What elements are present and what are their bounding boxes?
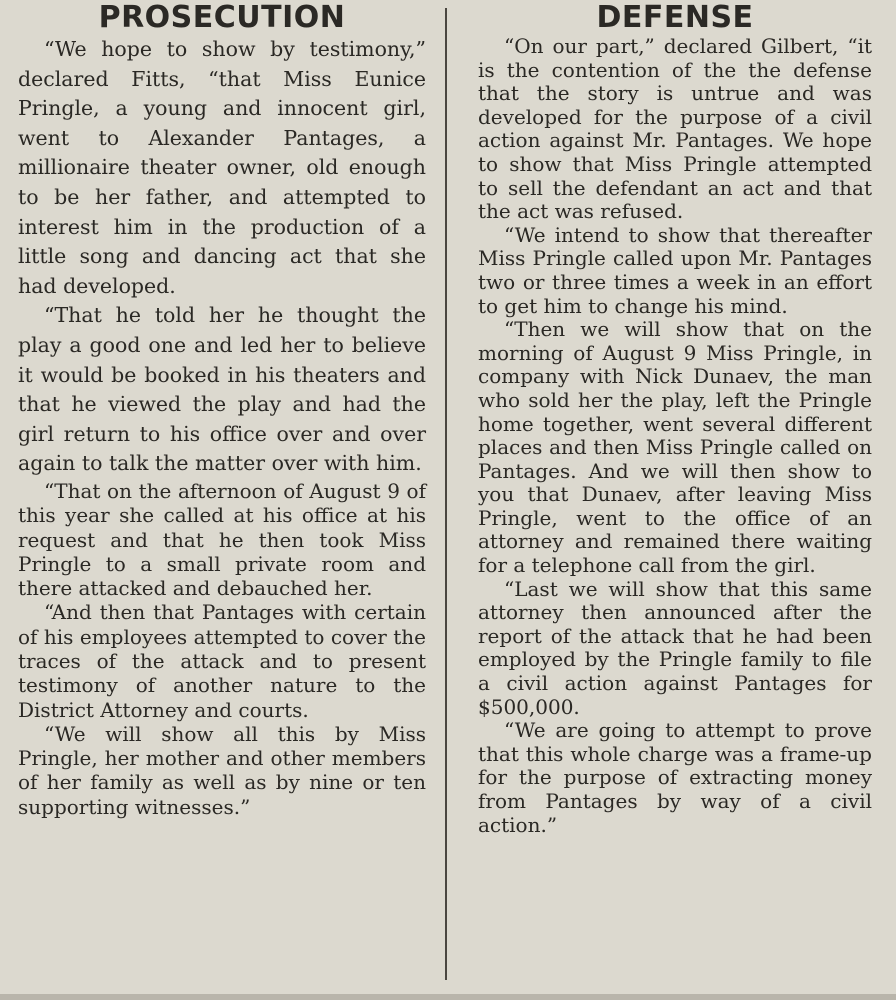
bottom-rule — [0, 994, 896, 1000]
defense-paragraph-1: “On our part,” declared Gilbert, “it is the contention of the the defense that the story is untrue and was developed for the purpose of a civil action against Mr. Pantages. We hope to show that Miss Pringle attempted to sell the defendant an act and that the act was refused. — [478, 34, 872, 224]
prosecution-heading: PROSECUTION — [98, 0, 346, 35]
defense-paragraph-5: “We are going to attempt to prove that this whole charge was a frame-up for the purpose of extracting money from Pantages by way of a civil action.” — [478, 718, 872, 837]
prosecution-paragraph-3: “That on the afternoon of August 9 of this year she called at his office at his request and that he then took Miss Pringle to a small private room and there attacked and debauched her. — [18, 478, 426, 601]
prosecution-paragraph-1: “We hope to show by testimony,” declared Fitts, “that Miss Eunice Pringle, a young and innocent girl, went to Alexander Pantages, a millionaire theater owner, old enough to be her father, and attempted to interest him in the production of a little song and dancing act that she had developed. — [18, 37, 426, 298]
prosecution-column — [18, 0, 426, 1000]
defense-column — [478, 0, 872, 1000]
prosecution-paragraph-4: “And then that Pantages with certain of his employees attempted to cover the traces of the attack and to present testimony of another nature to the District Attorney and courts. — [18, 600, 426, 722]
defense-paragraph-2: “We intend to show that thereafter Miss Pringle called upon Mr. Pantages two or three times a week in an effort to get him to change his mind. — [478, 222, 872, 318]
defense-paragraph-3: “Then we will show that on the morning of August 9 Miss Pringle, in company with Nick Dunaev, the man who sold her the play, left the Pringle home together, went several different places and then Miss Pringle called on Pantages. And we will then show to you that Dunaev, after leaving Miss Pringle, went to the office of an attorney and remained there waiting for a telephone call from the girl. — [478, 317, 872, 578]
defense-paragraph-4: “Last we will show that this same attorney then announced after the report of the attack that he had been employed by the Pringle family to file a civil action against Pantages for $500,000. — [478, 576, 872, 719]
prosecution-paragraph-2: “That he told her he thought the play a good one and led her to believe it would be booked in his theaters and that he viewed the play and had the girl return to his office over and over again to talk the matter over with him. — [18, 303, 426, 476]
column-divider — [445, 8, 447, 980]
defense-heading: DEFENSE — [596, 0, 754, 35]
prosecution-paragraph-5: “We will show all this by Miss Pringle, her mother and other members of her family as well as by nine or ten supporting witnesses.” — [18, 721, 426, 819]
